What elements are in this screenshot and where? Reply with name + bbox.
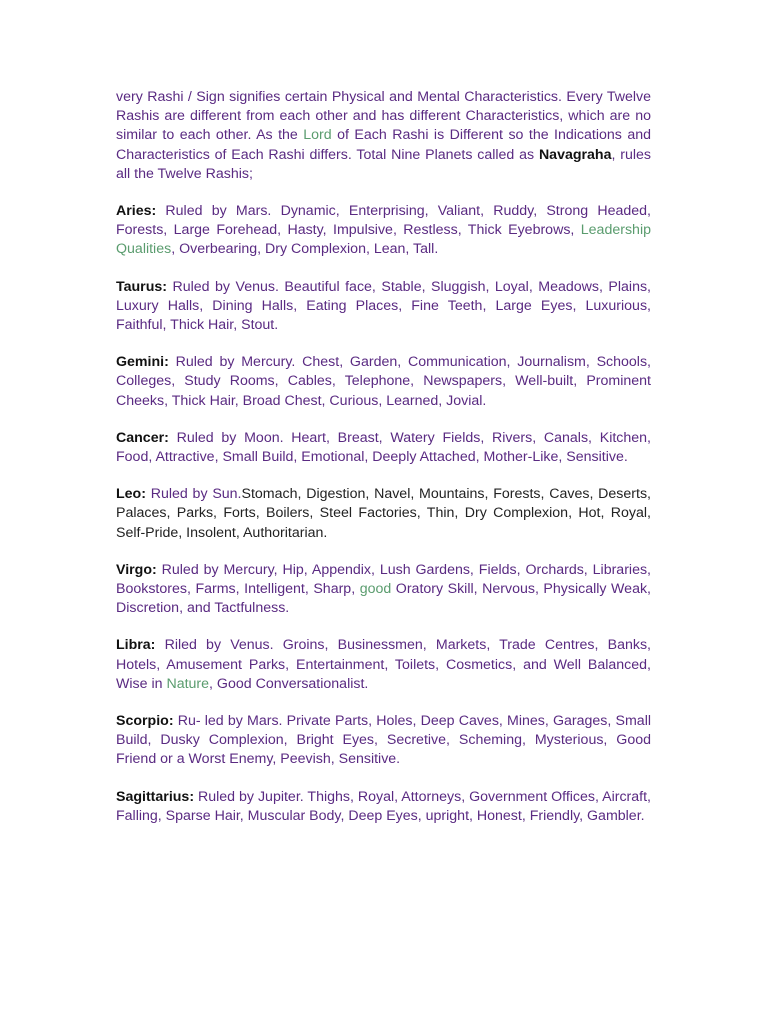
cancer-label: Cancer:	[116, 429, 169, 446]
taurus-label: Taurus:	[116, 278, 167, 295]
sagittarius-label: Sagittarius:	[116, 788, 195, 805]
libra-label: Libra:	[116, 637, 156, 654]
taurus-paragraph	[116, 278, 651, 336]
leo-text-1: Ruled by Sun.	[145, 486, 242, 503]
cancer-text: Ruled by Moon. Heart, Breast, Watery Fields, Rivers, Canals, Kitchen, Food, Attractive, Small Build, Emotional, Deeply Attached, Mother-Like, Sensitive.	[116, 429, 651, 466]
document-page	[116, 88, 651, 844]
intro-paragraph	[116, 88, 651, 184]
virgo-highlight: good	[359, 581, 392, 598]
leo-label: Leo:	[116, 486, 146, 503]
scorpio-paragraph	[116, 712, 651, 770]
aries-label: Aries:	[116, 203, 157, 220]
aries-paragraph	[116, 202, 651, 260]
leo-paragraph	[116, 485, 651, 543]
gemini-paragraph	[116, 353, 651, 411]
aries-text-1: Ruled by Mars. Dynamic, Enterprising, Valiant, Ruddy, Strong Headed, Forests, Large Forehead, Hasty, Impulsive, Restless, Thick Eyebrows,	[116, 203, 651, 239]
navagraha-term: Navagraha	[538, 146, 612, 163]
taurus-text: Ruled by Venus. Beautiful face, Stable, Sluggish, Loyal, Meadows, Plains, Luxury Halls, Dining Halls, Eating Places, Fine Teeth, Large Eyes, Luxurious, Faithful, Thick Hair, Stout.	[116, 278, 651, 334]
sagittarius-paragraph	[116, 788, 651, 826]
scorpio-label: Scorpio:	[116, 713, 174, 730]
gemini-text: Ruled by Mercury. Chest, Garden, Communication, Journalism, Schools, Colleges, Study Rooms, Cables, Telephone, Newspapers, Well-built, Prominent Cheeks, Thick Hair, Broad Chest, Curious, Learned, Jovial.	[116, 354, 651, 409]
aries-text-2: , Overbearing, Dry Complexion, Lean, Tall.	[171, 241, 439, 258]
virgo-text-1: Ruled by Mercury, Hip, Appendix, Lush Gardens, Fields, Orchards, Libraries, Bookstores, Farms, Intelligent, Sharp,	[116, 561, 651, 598]
libra-text-1: Riled by Venus. Groins, Businessmen, Markets, Trade Centres, Banks, Hotels, Amusement Parks, Entertainment, Toilets, Cosmetics, and Well Balanced, Wise in	[116, 637, 651, 692]
cancer-paragraph	[116, 429, 651, 467]
leo-text-2: Stomach, Digestion, Navel, Mountains, Forests, Caves, Deserts, Palaces, Parks, Forts, Boilers, Steel Factories, Thin, Dry Complexion, Hot, Royal, Self-Pride, Insolent, Authoritarian.	[116, 486, 651, 541]
virgo-label: Virgo:	[116, 561, 157, 578]
intro-text-3: , rules all the Twelve Rashis;	[116, 146, 652, 182]
sagittarius-text: Ruled by Jupiter. Thighs, Royal, Attorneys, Government Offices, Aircraft, Falling, Sparse Hair, Muscular Body, Deep Eyes, upright, Honest, Friendly, Gambler.	[116, 788, 651, 824]
scorpio-text: Ru- led by Mars. Private Parts, Holes, Deep Caves, Mines, Garages, Small Build, Dusky Complexion, Bright Eyes, Secretive, Scheming, Mysterious, Good Friend or a Worst Enemy, Peevish, Sensitive.	[116, 713, 651, 768]
libra-text-2: , Good Conversationalist.	[209, 675, 369, 692]
virgo-text-2: Oratory Skill, Nervous, Physically Weak, Discretion, and Tactfulness.	[116, 581, 651, 617]
virgo-paragraph	[116, 561, 651, 619]
intro-text-2: of Each Rashi is Different so the Indications and Characteristics of Each Rashi differs. Total Nine Planets called as	[116, 127, 651, 163]
libra-highlight: Nature	[166, 675, 210, 692]
libra-paragraph	[116, 636, 651, 694]
intro-text-1: very Rashi / Sign signifies certain Physical and Mental Characteristics. Every Twelve Rashis are different from each other and has different Characteristics, which are no similar to each other. As the	[116, 89, 651, 144]
aries-highlight: Leadership Qualities	[116, 222, 651, 258]
lord-highlight: Lord	[303, 127, 332, 144]
gemini-label: Gemini:	[116, 354, 169, 371]
